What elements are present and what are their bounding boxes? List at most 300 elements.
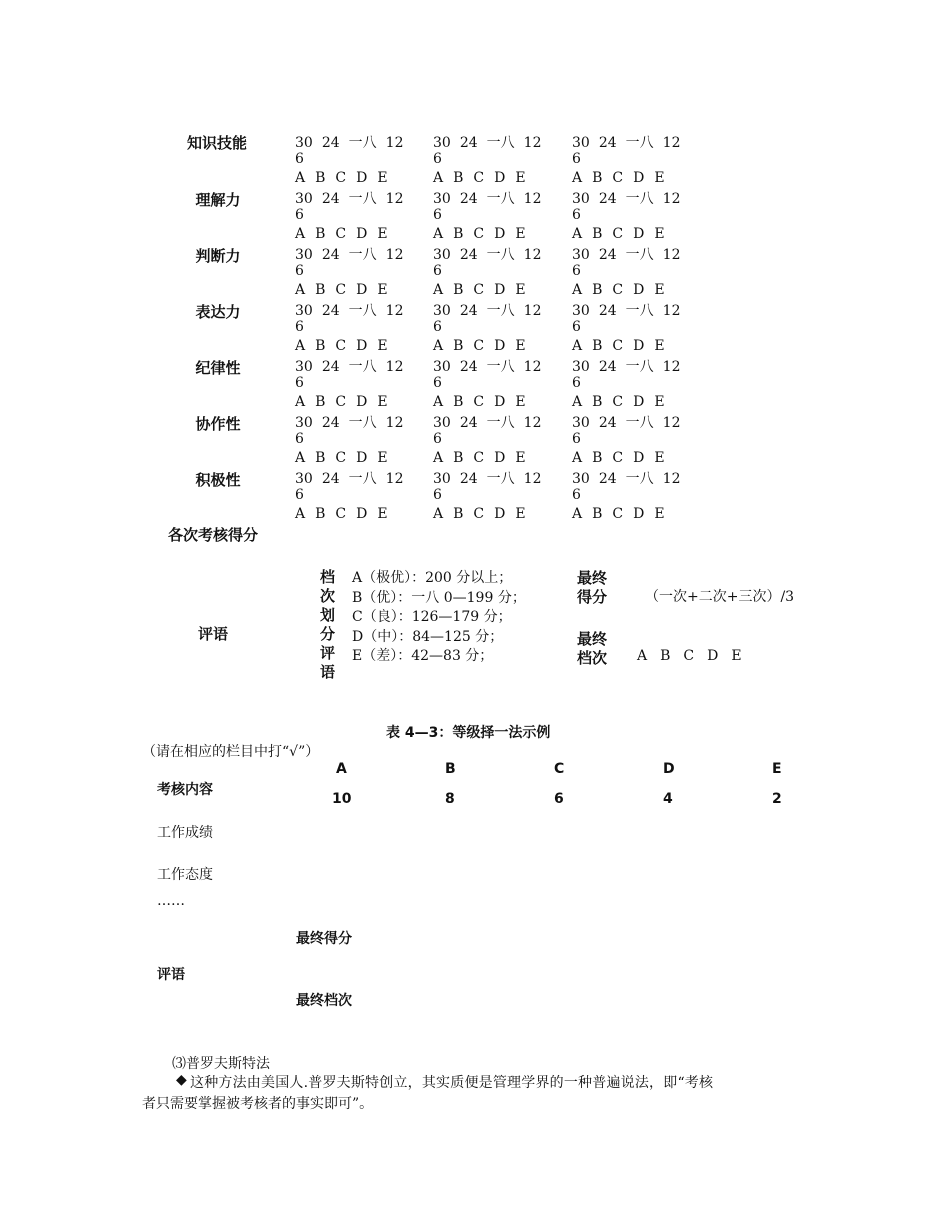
score-option[interactable]: 12 bbox=[523, 191, 542, 207]
grade-letter[interactable]: C bbox=[335, 282, 347, 298]
score-option[interactable]: 30 bbox=[295, 135, 313, 151]
grade-letter[interactable]: B bbox=[453, 226, 464, 242]
grade-letter[interactable]: B bbox=[592, 282, 603, 298]
grade-letter[interactable]: E bbox=[654, 394, 665, 410]
grade-letter[interactable]: D bbox=[633, 394, 645, 410]
score-option[interactable]: 一八 bbox=[486, 303, 515, 319]
score-option[interactable]: 30 bbox=[572, 191, 590, 207]
score-option[interactable]: 12 bbox=[662, 303, 681, 319]
grade-letter[interactable]: E bbox=[515, 338, 526, 354]
score-option[interactable]: 一八 bbox=[486, 247, 515, 263]
score-option[interactable]: 一八 bbox=[348, 135, 377, 151]
grade-points: 6 bbox=[554, 791, 564, 807]
grade-letters bbox=[433, 338, 536, 354]
score-option[interactable]: 一八 bbox=[348, 191, 377, 207]
score-options bbox=[295, 468, 412, 488]
grade-letter[interactable]: A bbox=[433, 226, 444, 242]
grade-letter[interactable]: E bbox=[515, 170, 526, 186]
grade-letter[interactable]: A bbox=[295, 170, 306, 186]
score-option-last[interactable]: 6 bbox=[433, 375, 442, 391]
score-option-last[interactable]: 6 bbox=[572, 431, 581, 447]
grade-letter[interactable]: C bbox=[612, 450, 624, 466]
grade-letter[interactable]: B bbox=[453, 338, 464, 354]
score-option[interactable]: 24 bbox=[459, 359, 478, 375]
score-option[interactable]: 30 bbox=[572, 359, 590, 375]
score-option-last[interactable]: 6 bbox=[433, 151, 442, 167]
grade-letter[interactable]: B bbox=[592, 170, 603, 186]
score-option-last[interactable]: 6 bbox=[433, 487, 442, 503]
score-option[interactable]: 一八 bbox=[625, 191, 654, 207]
score-option[interactable]: 30 bbox=[433, 247, 451, 263]
final-grade-option[interactable]: B bbox=[660, 648, 671, 664]
score-option[interactable]: 30 bbox=[572, 247, 590, 263]
grade-letters bbox=[572, 394, 675, 410]
score-option[interactable]: 30 bbox=[295, 415, 313, 431]
grade-header: E bbox=[772, 761, 782, 777]
grade-letter[interactable]: D bbox=[494, 170, 506, 186]
grade-letter[interactable]: D bbox=[356, 170, 368, 186]
grade-letters bbox=[295, 226, 398, 242]
grade-letter[interactable]: E bbox=[515, 506, 526, 522]
score-option[interactable]: 12 bbox=[523, 135, 542, 151]
score-option[interactable]: 12 bbox=[662, 191, 681, 207]
grade-letter[interactable]: C bbox=[335, 170, 347, 186]
score-option-last[interactable]: 6 bbox=[295, 319, 304, 335]
score-option[interactable]: 一八 bbox=[625, 471, 654, 487]
grade-letter[interactable]: A bbox=[433, 506, 444, 522]
grade-division-line: D（中）：84—125 分； bbox=[352, 628, 504, 645]
grade-letter[interactable]: D bbox=[356, 394, 368, 410]
section-heading: ⑶普罗夫斯特法 bbox=[172, 1056, 270, 1072]
grade-letter[interactable]: B bbox=[453, 394, 464, 410]
score-option[interactable]: 12 bbox=[523, 303, 542, 319]
score-option[interactable]: 一八 bbox=[486, 135, 515, 151]
grade-letter[interactable]: D bbox=[356, 282, 368, 298]
score-options bbox=[295, 244, 412, 264]
score-options bbox=[295, 132, 412, 152]
grade-letter[interactable]: D bbox=[494, 450, 506, 466]
score-option-last[interactable]: 6 bbox=[433, 431, 442, 447]
grade-letter[interactable]: A bbox=[295, 226, 306, 242]
score-option-last[interactable]: 6 bbox=[295, 431, 304, 447]
score-option[interactable]: 12 bbox=[385, 247, 404, 263]
grade-letter[interactable]: C bbox=[473, 506, 485, 522]
grade-letter[interactable]: C bbox=[335, 394, 347, 410]
comment-label-2: 评语 bbox=[157, 967, 185, 983]
score-option[interactable]: 24 bbox=[321, 415, 340, 431]
score-option-last[interactable]: 6 bbox=[295, 151, 304, 167]
grade-letter[interactable]: A bbox=[433, 170, 444, 186]
score-option[interactable]: 12 bbox=[385, 359, 404, 375]
criterion-label: 纪律性 bbox=[195, 359, 241, 377]
criterion-label: 表达力 bbox=[195, 303, 241, 321]
score-option[interactable]: 一八 bbox=[625, 359, 654, 375]
grade-letter[interactable]: A bbox=[572, 338, 583, 354]
score-option[interactable]: 一八 bbox=[486, 359, 515, 375]
score-option[interactable]: 30 bbox=[572, 471, 590, 487]
score-option[interactable]: 12 bbox=[385, 135, 404, 151]
grade-letter[interactable]: A bbox=[572, 170, 583, 186]
grade-letter[interactable]: E bbox=[515, 226, 526, 242]
score-options bbox=[572, 300, 689, 320]
score-option[interactable]: 24 bbox=[598, 191, 617, 207]
grade-letter[interactable]: E bbox=[515, 282, 526, 298]
grade-letter[interactable]: D bbox=[356, 338, 368, 354]
grade-letter[interactable]: A bbox=[433, 450, 444, 466]
score-option[interactable]: 24 bbox=[598, 359, 617, 375]
score-option[interactable]: 30 bbox=[433, 415, 451, 431]
final-grade-title-1: 最终 bbox=[577, 630, 608, 648]
grade-letter[interactable]: B bbox=[315, 394, 326, 410]
grade-letter[interactable]: E bbox=[377, 282, 388, 298]
grade-letter[interactable]: C bbox=[335, 450, 347, 466]
grade-letter[interactable]: A bbox=[572, 450, 583, 466]
score-option[interactable]: 12 bbox=[662, 415, 681, 431]
grade-letters bbox=[433, 170, 536, 186]
score-options bbox=[572, 468, 689, 488]
final-score-label: 最终得分 bbox=[296, 931, 352, 947]
row-work-attitude: 工作态度 bbox=[157, 867, 213, 883]
grade-letter[interactable]: D bbox=[494, 394, 506, 410]
score-option-last[interactable]: 6 bbox=[295, 263, 304, 279]
grade-division-title-char: 档 bbox=[320, 568, 336, 586]
score-options bbox=[295, 412, 412, 432]
score-option[interactable]: 24 bbox=[321, 247, 340, 263]
final-grade-option[interactable]: E bbox=[731, 648, 742, 664]
score-option[interactable]: 12 bbox=[523, 471, 542, 487]
grade-letter[interactable]: D bbox=[494, 338, 506, 354]
score-option[interactable]: 24 bbox=[321, 359, 340, 375]
grade-letter[interactable]: E bbox=[654, 338, 665, 354]
score-option[interactable]: 24 bbox=[598, 415, 617, 431]
grade-letter[interactable]: E bbox=[654, 506, 665, 522]
grade-letter[interactable]: D bbox=[633, 226, 645, 242]
score-option[interactable]: 一八 bbox=[486, 191, 515, 207]
grade-points: 8 bbox=[445, 791, 455, 807]
score-option[interactable]: 24 bbox=[598, 135, 617, 151]
score-option[interactable]: 24 bbox=[321, 191, 340, 207]
grade-letter[interactable]: E bbox=[377, 170, 388, 186]
grade-letter[interactable]: C bbox=[612, 282, 624, 298]
grade-letter[interactable]: A bbox=[433, 394, 444, 410]
score-option[interactable]: 30 bbox=[572, 303, 590, 319]
score-option[interactable]: 24 bbox=[459, 191, 478, 207]
row-work-result: 工作成绩 bbox=[157, 825, 213, 841]
grade-letter[interactable]: D bbox=[633, 338, 645, 354]
grade-letter[interactable]: C bbox=[473, 282, 485, 298]
score-option[interactable]: 12 bbox=[662, 247, 681, 263]
grade-letter[interactable]: E bbox=[515, 450, 526, 466]
grade-letter[interactable]: C bbox=[473, 170, 485, 186]
score-option[interactable]: 24 bbox=[459, 471, 478, 487]
final-score-title-2: 得分 bbox=[577, 588, 608, 606]
grade-letter[interactable]: C bbox=[612, 226, 624, 242]
score-options bbox=[572, 244, 689, 264]
grade-letter[interactable]: D bbox=[633, 506, 645, 522]
grade-letter[interactable]: B bbox=[315, 226, 326, 242]
score-options bbox=[572, 356, 689, 376]
content-label: 考核内容 bbox=[157, 782, 213, 798]
grade-division-line: C（良）：126—179 分； bbox=[352, 609, 512, 625]
score-option[interactable]: 12 bbox=[523, 359, 542, 375]
grade-letter[interactable]: E bbox=[654, 282, 665, 298]
score-options bbox=[572, 188, 689, 208]
score-option-last[interactable]: 6 bbox=[433, 263, 442, 279]
score-option[interactable]: 30 bbox=[295, 191, 313, 207]
score-option[interactable]: 30 bbox=[433, 135, 451, 151]
grade-letter[interactable]: D bbox=[356, 506, 368, 522]
grade-letter[interactable]: C bbox=[473, 394, 485, 410]
grade-letter[interactable]: E bbox=[377, 338, 388, 354]
grade-letter[interactable]: E bbox=[377, 450, 388, 466]
grade-letter[interactable]: B bbox=[592, 506, 603, 522]
score-option[interactable]: 12 bbox=[385, 191, 404, 207]
total-score-label: 各次考核得分 bbox=[168, 526, 259, 544]
table-note: （请在相应的栏目中打“√”） bbox=[142, 744, 320, 760]
grade-division-line: E（差）：42—83 分； bbox=[352, 648, 494, 664]
score-option-last[interactable]: 6 bbox=[572, 375, 581, 391]
score-option[interactable]: 一八 bbox=[348, 471, 377, 487]
grade-letter[interactable]: B bbox=[315, 450, 326, 466]
grade-letter[interactable]: D bbox=[356, 226, 368, 242]
grade-letter[interactable]: E bbox=[377, 226, 388, 242]
score-option[interactable]: 一八 bbox=[348, 359, 377, 375]
grade-letter[interactable]: B bbox=[453, 170, 464, 186]
grade-division-title-char: 评 bbox=[320, 644, 336, 662]
score-option[interactable]: 24 bbox=[598, 303, 617, 319]
grade-letter[interactable]: B bbox=[453, 282, 464, 298]
grade-letters bbox=[572, 450, 675, 466]
score-option[interactable]: 30 bbox=[295, 359, 313, 375]
grade-letter[interactable]: E bbox=[654, 170, 665, 186]
score-option[interactable]: 12 bbox=[523, 247, 542, 263]
score-option[interactable]: 12 bbox=[523, 415, 542, 431]
grade-letter[interactable]: E bbox=[377, 394, 388, 410]
score-option-last[interactable]: 6 bbox=[295, 487, 304, 503]
comment-label: 评语 bbox=[198, 625, 229, 643]
score-option-last[interactable]: 6 bbox=[295, 207, 304, 223]
grade-division-line: B（优）：一八 0—199 分； bbox=[352, 589, 526, 606]
grade-letter[interactable]: A bbox=[572, 226, 583, 242]
grade-letters bbox=[295, 282, 398, 298]
grade-header: B bbox=[445, 761, 456, 777]
grade-letters bbox=[433, 450, 536, 466]
score-option[interactable]: 30 bbox=[433, 303, 451, 319]
final-grade-title-2: 档次 bbox=[577, 649, 608, 667]
score-options bbox=[433, 468, 550, 488]
final-score-title-1: 最终 bbox=[577, 569, 608, 587]
score-options bbox=[295, 356, 412, 376]
grade-letter[interactable]: C bbox=[335, 226, 347, 242]
score-options bbox=[572, 412, 689, 432]
score-option[interactable]: 30 bbox=[295, 471, 313, 487]
final-grade-option[interactable]: A bbox=[637, 648, 648, 664]
grade-header: C bbox=[554, 761, 565, 777]
score-option[interactable]: 24 bbox=[459, 247, 478, 263]
grade-letter[interactable]: B bbox=[315, 506, 326, 522]
grade-letters bbox=[433, 226, 536, 242]
grade-letter[interactable]: E bbox=[377, 506, 388, 522]
score-options bbox=[433, 356, 550, 376]
grade-header: A bbox=[336, 761, 347, 777]
final-grade-label: 最终档次 bbox=[296, 993, 352, 1009]
grade-letter[interactable]: D bbox=[494, 226, 506, 242]
score-option[interactable]: 一八 bbox=[348, 303, 377, 319]
grade-letters bbox=[433, 506, 536, 522]
score-option[interactable]: 24 bbox=[459, 303, 478, 319]
score-option[interactable]: 30 bbox=[572, 415, 590, 431]
grade-letter[interactable]: A bbox=[572, 282, 583, 298]
score-option[interactable]: 30 bbox=[572, 135, 590, 151]
grade-letter[interactable]: B bbox=[453, 450, 464, 466]
grade-letter[interactable]: B bbox=[315, 170, 326, 186]
score-option[interactable]: 30 bbox=[433, 191, 451, 207]
score-option[interactable]: 12 bbox=[385, 303, 404, 319]
grade-division-line: A（极优）：200 分以上； bbox=[352, 570, 513, 586]
grade-letter[interactable]: D bbox=[633, 282, 645, 298]
score-option-last[interactable]: 6 bbox=[295, 375, 304, 391]
grade-letter[interactable]: C bbox=[473, 226, 485, 242]
grade-division-title-char: 语 bbox=[320, 663, 336, 681]
score-options bbox=[433, 412, 550, 432]
grade-letter[interactable]: B bbox=[592, 394, 603, 410]
grade-letter[interactable]: B bbox=[453, 506, 464, 522]
score-option[interactable]: 12 bbox=[662, 471, 681, 487]
grade-division-title-char: 分 bbox=[320, 625, 336, 643]
grade-letter[interactable]: A bbox=[433, 338, 444, 354]
score-option[interactable]: 一八 bbox=[625, 303, 654, 319]
score-option[interactable]: 一八 bbox=[625, 247, 654, 263]
criterion-label: 判断力 bbox=[195, 247, 241, 265]
score-option-last[interactable]: 6 bbox=[433, 319, 442, 335]
table-title: 表 4—3：等级择一法示例 bbox=[386, 725, 551, 741]
grade-letter[interactable]: C bbox=[612, 506, 624, 522]
score-option[interactable]: 一八 bbox=[348, 415, 377, 431]
grade-letters bbox=[295, 338, 398, 354]
section-line-2: 者只需要掌握被考核者的事实即可”。 bbox=[142, 1096, 374, 1112]
score-option-last[interactable]: 6 bbox=[572, 207, 581, 223]
grade-letter[interactable]: D bbox=[494, 282, 506, 298]
criterion-label: 知识技能 bbox=[186, 134, 247, 152]
score-options bbox=[433, 300, 550, 320]
grade-points: 2 bbox=[772, 791, 782, 807]
grade-letter[interactable]: E bbox=[515, 394, 526, 410]
score-option-last[interactable]: 6 bbox=[433, 207, 442, 223]
grade-letter[interactable]: E bbox=[654, 226, 665, 242]
grade-letters bbox=[572, 170, 675, 186]
grade-letters bbox=[295, 506, 398, 522]
score-option[interactable]: 一八 bbox=[625, 415, 654, 431]
grade-division-title-char: 次 bbox=[320, 587, 336, 605]
grade-letter[interactable]: B bbox=[592, 226, 603, 242]
grade-letter[interactable]: C bbox=[612, 338, 624, 354]
grade-letters bbox=[295, 450, 398, 466]
grade-letter[interactable]: A bbox=[295, 338, 306, 354]
grade-letter[interactable]: B bbox=[592, 450, 603, 466]
section-line-1: 这种方法由美国人.普罗夫斯特创立，其实质便是管理学界的一种普遍说法，即“考核 bbox=[190, 1075, 714, 1091]
grade-letter[interactable]: B bbox=[315, 338, 326, 354]
score-option[interactable]: 12 bbox=[385, 415, 404, 431]
grade-letters bbox=[295, 170, 398, 186]
grade-letter[interactable]: C bbox=[473, 450, 485, 466]
grade-division-title-char: 划 bbox=[320, 606, 336, 624]
score-option[interactable]: 30 bbox=[433, 471, 451, 487]
score-option[interactable]: 一八 bbox=[348, 247, 377, 263]
criterion-label: 协作性 bbox=[195, 415, 241, 433]
grade-letter[interactable]: A bbox=[572, 506, 583, 522]
score-option[interactable]: 一八 bbox=[486, 471, 515, 487]
grade-letter[interactable]: C bbox=[335, 506, 347, 522]
grade-points: 10 bbox=[332, 791, 352, 807]
score-options bbox=[295, 188, 412, 208]
grade-letter[interactable]: D bbox=[633, 450, 645, 466]
grade-letter[interactable]: B bbox=[592, 338, 603, 354]
score-option[interactable]: 24 bbox=[321, 135, 340, 151]
grade-letters bbox=[433, 282, 536, 298]
grade-letter[interactable]: D bbox=[633, 170, 645, 186]
criterion-label: 积极性 bbox=[195, 471, 241, 489]
grade-points: 4 bbox=[663, 791, 673, 807]
score-option[interactable]: 24 bbox=[459, 415, 478, 431]
grade-letter[interactable]: C bbox=[612, 394, 624, 410]
score-option[interactable]: 30 bbox=[433, 359, 451, 375]
score-option[interactable]: 24 bbox=[321, 303, 340, 319]
score-option[interactable]: 一八 bbox=[625, 135, 654, 151]
final-grade-option[interactable]: D bbox=[707, 648, 719, 664]
grade-letter[interactable]: D bbox=[494, 506, 506, 522]
score-option[interactable]: 12 bbox=[385, 471, 404, 487]
score-option[interactable]: 30 bbox=[295, 247, 313, 263]
grade-header: D bbox=[663, 761, 675, 777]
final-score-formula: （一次+二次+三次）/3 bbox=[645, 589, 795, 605]
score-option[interactable]: 24 bbox=[598, 471, 617, 487]
score-option-last[interactable]: 6 bbox=[572, 151, 581, 167]
grade-letters bbox=[572, 338, 675, 354]
grade-letters bbox=[295, 394, 398, 410]
score-option[interactable]: 12 bbox=[662, 359, 681, 375]
score-options bbox=[572, 132, 689, 152]
grade-letter[interactable]: A bbox=[295, 394, 306, 410]
grade-letters bbox=[572, 282, 675, 298]
score-option-last[interactable]: 6 bbox=[572, 263, 581, 279]
score-options bbox=[295, 300, 412, 320]
score-option[interactable]: 一八 bbox=[486, 415, 515, 431]
score-option[interactable]: 24 bbox=[459, 135, 478, 151]
grade-letter[interactable]: C bbox=[335, 338, 347, 354]
score-option-last[interactable]: 6 bbox=[572, 319, 581, 335]
grade-letter[interactable]: D bbox=[356, 450, 368, 466]
grade-letter[interactable]: A bbox=[295, 282, 306, 298]
score-option-last[interactable]: 6 bbox=[572, 487, 581, 503]
grade-letter[interactable]: A bbox=[295, 450, 306, 466]
section-bullet: ◆ bbox=[176, 1072, 187, 1088]
grade-letter[interactable]: E bbox=[654, 450, 665, 466]
grade-letter[interactable]: A bbox=[433, 282, 444, 298]
score-option[interactable]: 30 bbox=[295, 303, 313, 319]
grade-letter[interactable]: B bbox=[315, 282, 326, 298]
grade-letter[interactable]: C bbox=[612, 170, 624, 186]
score-option[interactable]: 24 bbox=[321, 471, 340, 487]
grade-letter[interactable]: C bbox=[473, 338, 485, 354]
score-option[interactable]: 12 bbox=[662, 135, 681, 151]
score-options bbox=[433, 132, 550, 152]
row-ellipsis: …… bbox=[157, 893, 185, 909]
final-grade-option[interactable]: C bbox=[683, 648, 695, 664]
score-options bbox=[433, 244, 550, 264]
score-option[interactable]: 24 bbox=[598, 247, 617, 263]
grade-letter[interactable]: A bbox=[295, 506, 306, 522]
grade-letter[interactable]: A bbox=[572, 394, 583, 410]
